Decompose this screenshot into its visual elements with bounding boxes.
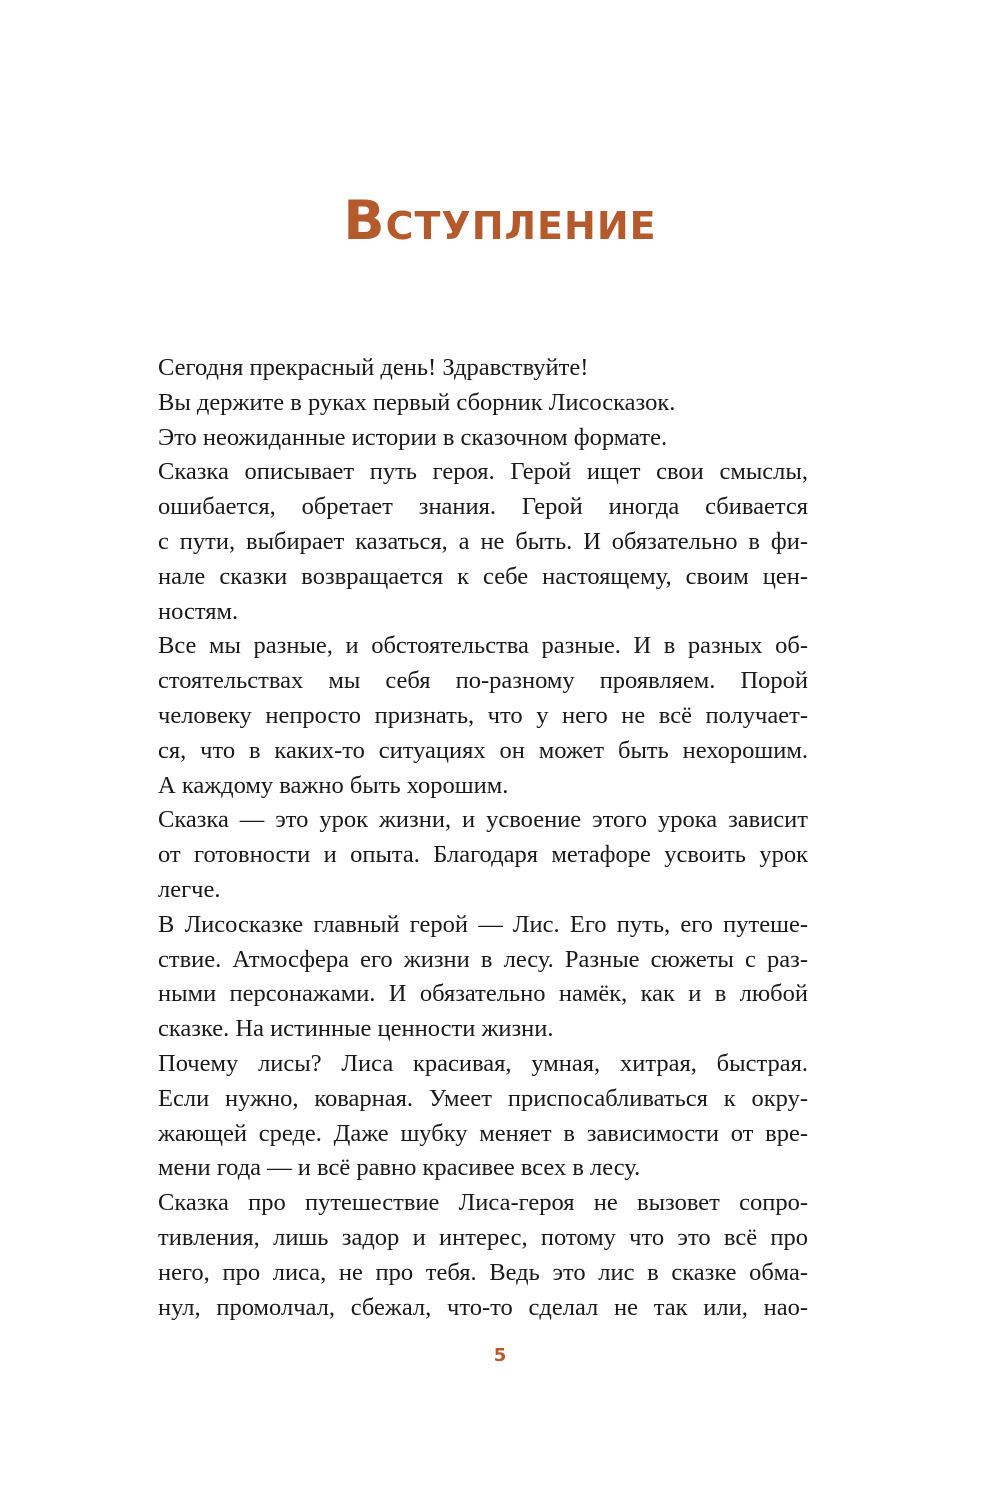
text-line: жающей среде. Даже шубку меняет в зависимости от вре-	[158, 1119, 808, 1147]
text-line: тивления, лишь задор и интерес, потому что это всё про	[158, 1223, 808, 1251]
text-line: Сегодня прекрасный день! Здравствуйте!	[158, 354, 589, 381]
text-line: от готовности и опыта. Благодаря метафоре усвоить урок	[158, 841, 808, 869]
text-line: легче.	[158, 875, 221, 903]
text-line: ствие. Атмосфера его жизни в лесу. Разные сюжеты с раз-	[158, 945, 808, 973]
text-line: нале сказки возвращается к себе настоящему, своим цен-	[158, 562, 808, 590]
page-number: 5	[493, 1345, 507, 1366]
text-line: мени года — и всё равно красивее всех в лесу.	[158, 1154, 641, 1182]
text-line: человеку непросто признать, что у него не всё получает-	[158, 701, 808, 729]
text-line: сказке. На истинные ценности жизни.	[158, 1015, 554, 1043]
text-line: А каждому важно быть хорошим.	[158, 771, 509, 799]
text-line: Если нужно, коварная. Умеет приспосабливаться к окру-	[158, 1084, 808, 1112]
text-line: Вы держите в руках первый сборник Лисосказок.	[158, 388, 676, 416]
text-line: Сказка про путешествие Лиса-героя не вызовет сопро-	[158, 1189, 808, 1217]
text-line: нул, промолчал, сбежал, что-то сделал не так или, нао-	[158, 1293, 808, 1321]
text-line: стоятельствах мы себя по-разному проявляем. Порой	[158, 667, 808, 695]
chapter-title: Вступление	[343, 189, 657, 252]
text-line: ошибается, обретает знания. Герой иногда сбивается	[158, 493, 808, 521]
text-line: Почему лисы? Лиса красивая, умная, хитрая, быстрая.	[158, 1049, 808, 1077]
text-line: ся, что в каких-то ситуациях он может быть нехорошим.	[158, 736, 808, 764]
text-line: Все мы разные, и обстоятельства разные. И в разных об-	[158, 632, 808, 660]
text-line: Сказка описывает путь героя. Герой ищет свои смыслы,	[158, 458, 808, 486]
text-line: Это неожиданные истории в сказочном формате.	[158, 423, 668, 451]
text-line: ностям.	[158, 597, 239, 625]
text-line: Сказка — это урок жизни, и усвоение этого урока зависит	[158, 806, 808, 834]
text-line: ными персонажами. И обязательно намёк, как и в любой	[158, 980, 808, 1008]
body-text	[158, 351, 808, 1325]
text-line: с пути, выбирает казаться, а не быть. И обязательно в фи-	[158, 527, 808, 555]
text-line: него, про лиса, не про тебя. Ведь это лис в сказке обма-	[158, 1258, 808, 1286]
text-line: В Лисосказке главный герой — Лис. Его путь, его путеше-	[158, 910, 808, 938]
